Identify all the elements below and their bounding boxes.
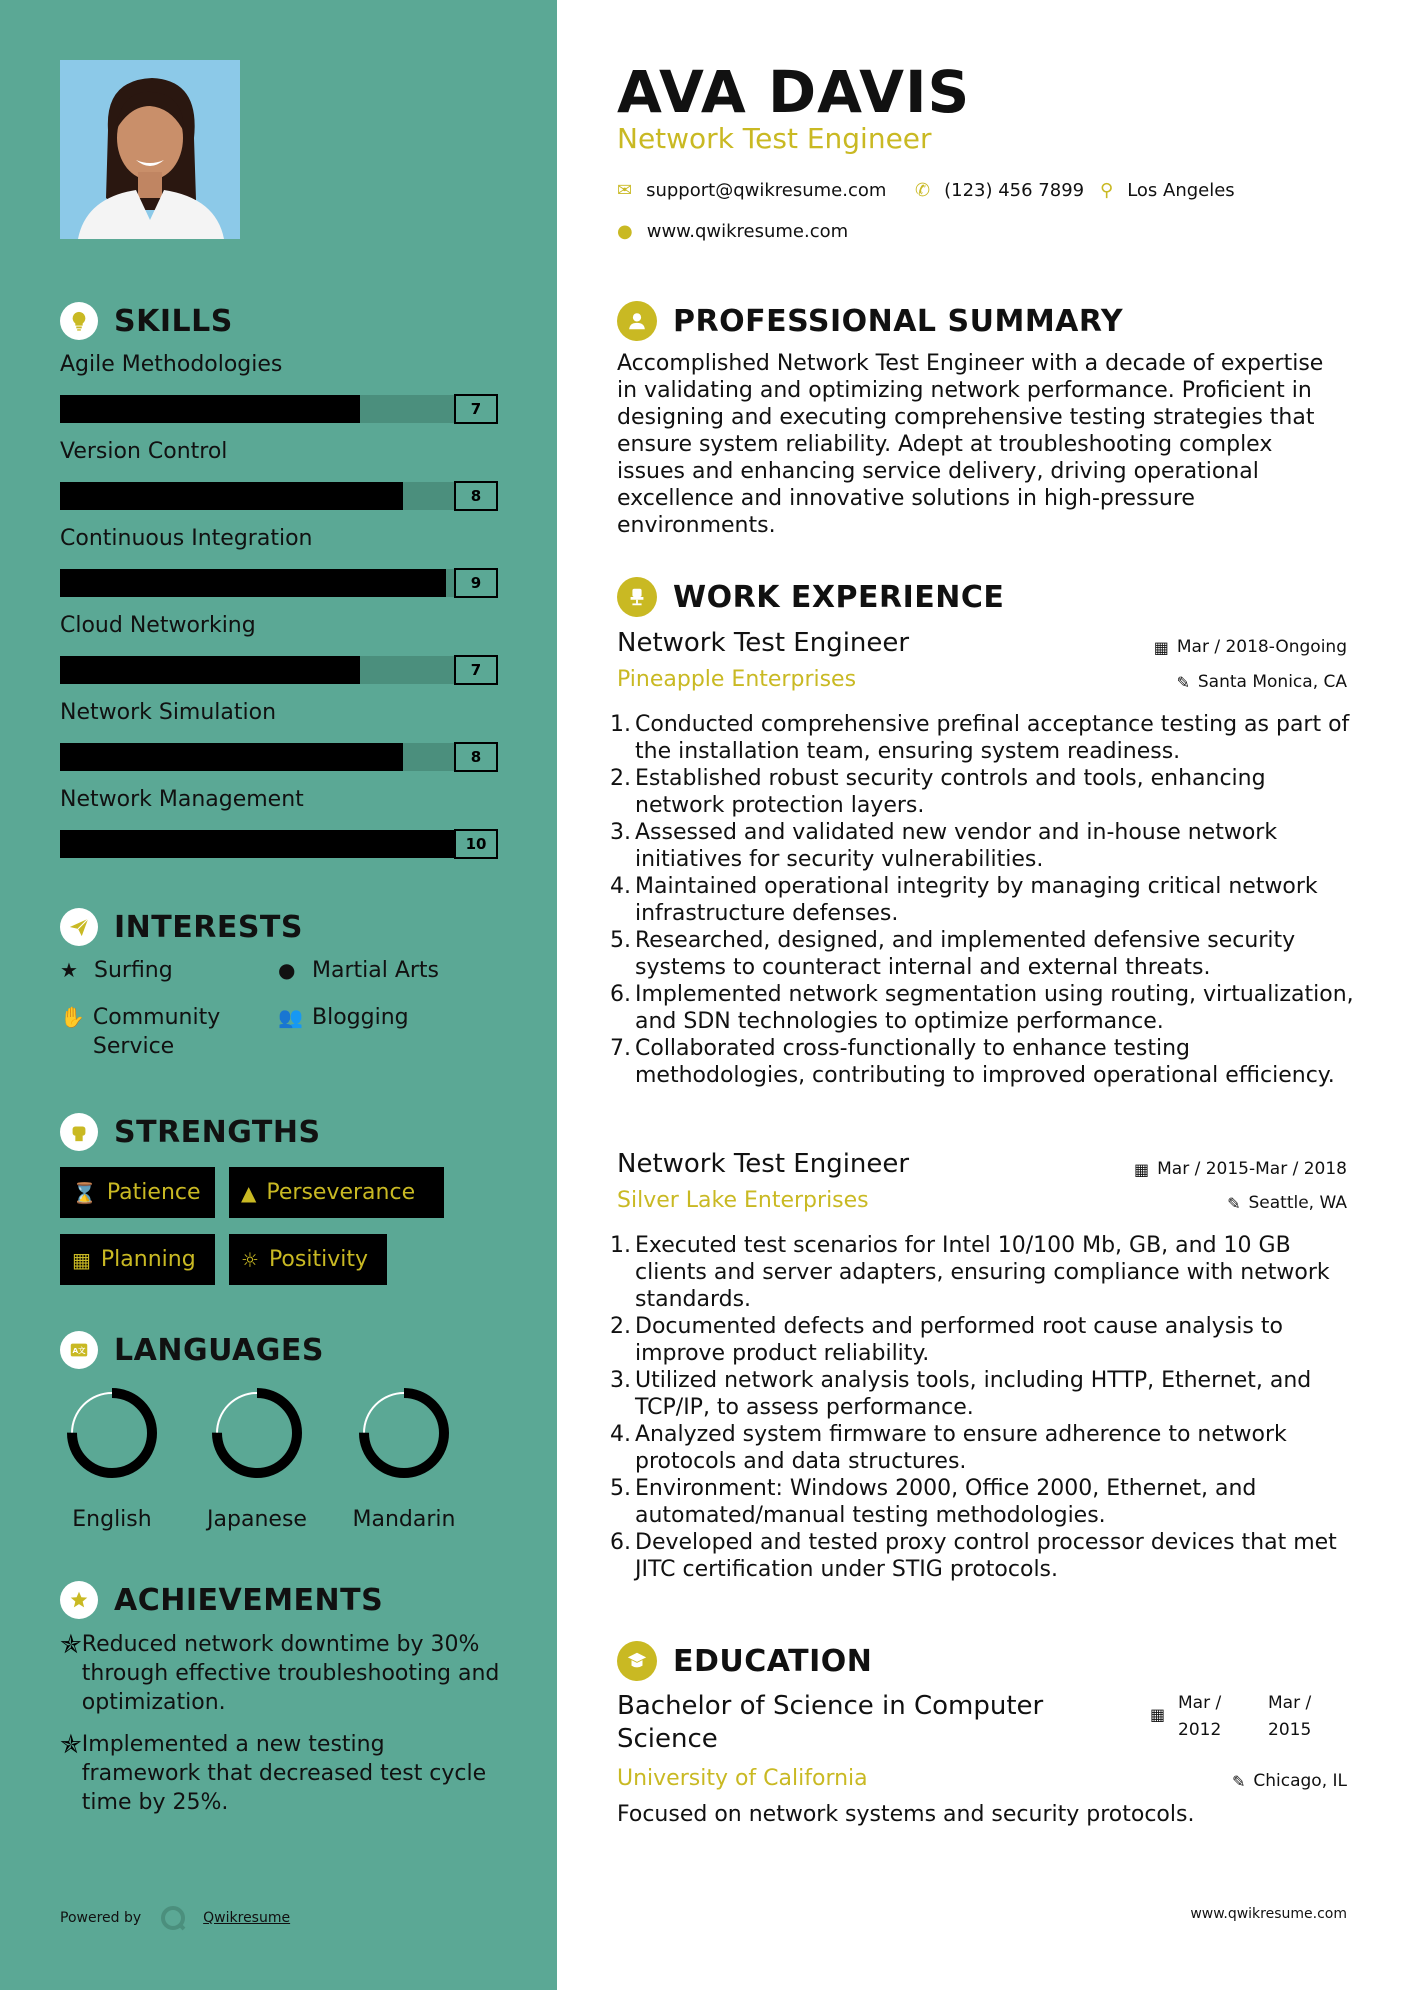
star-burst-icon: ✯: [60, 1730, 82, 1760]
duty-item: Executed test scenarios for Intel 10/100 Mb, GB, and 10 GB clients and server adapters, ensuring compliance with network standards.: [635, 1233, 1330, 1312]
duty-item: Established robust security controls and tools, enhancing network protection layers.: [635, 766, 1266, 818]
edu-start-line2: 2012: [1178, 1720, 1222, 1740]
sidebar: [0, 0, 557, 1990]
pushpin-icon: ✎: [1176, 672, 1190, 692]
strength-badge: [229, 1234, 387, 1285]
map-pin-icon: ⚲: [1100, 180, 1114, 201]
skill-bar: [60, 829, 498, 859]
user-icon: [617, 301, 657, 341]
summary-title: PROFESSIONAL SUMMARY: [673, 303, 1124, 339]
job-dates: [1134, 1159, 1347, 1179]
duty-item: Conducted comprehensive prefinal acceptance testing as part of the installation team, ensuring system readiness.: [635, 712, 1350, 764]
skill-bar: [60, 655, 498, 685]
achievement-text: Implemented a new testing framework that decreased test cycle time by 25%.: [81, 1732, 487, 1815]
duty-item: Maintained operational integrity by managing critical network infrastructure defenses.: [635, 874, 1318, 926]
qwikresume-logo-icon: [159, 1904, 187, 1932]
job-location-text: Santa Monica, CA: [1197, 672, 1347, 692]
language-name: English: [72, 1507, 152, 1532]
duty-item: Analyzed system firmware to ensure adherence to network protocols and data structures.: [635, 1422, 1287, 1474]
envelope-icon: ✉: [617, 180, 633, 201]
achievements-title: ACHIEVEMENTS: [114, 1582, 384, 1618]
skill-score: 9: [454, 568, 498, 598]
experience-heading: [617, 577, 1004, 617]
road-icon: ▲: [241, 1180, 257, 1205]
skill-name: Version Control: [60, 439, 228, 464]
phone-icon: ✆: [915, 180, 931, 201]
language-item: [339, 1387, 469, 1532]
skill-score: 8: [454, 481, 498, 511]
globe-icon: ●: [278, 958, 296, 982]
graduate-icon: [617, 1641, 657, 1681]
duty-item: Documented defects and performed root cause analysis to improve product reliability.: [635, 1314, 1283, 1366]
skill-item: [60, 439, 498, 511]
duty-item: Developed and tested proxy control processor devices that met JITC certification under STIG protocols.: [635, 1530, 1337, 1582]
location-text: Los Angeles: [1127, 180, 1235, 201]
skill-name: Network Management: [60, 787, 304, 812]
skill-item: [60, 787, 498, 859]
skill-name: Agile Methodologies: [60, 352, 283, 377]
lightbulb-icon: [60, 302, 98, 340]
duty-item: Collaborated cross-functionally to enhance testing methodologies, contributing to improved operational efficiency.: [635, 1036, 1335, 1088]
languages-heading: [60, 1331, 324, 1369]
calendar-icon: ▦: [1133, 1159, 1150, 1179]
award-star-icon: [60, 1581, 98, 1619]
language-ring: [358, 1387, 450, 1479]
fist-icon: [60, 1113, 98, 1151]
edu-end-date: [1268, 1690, 1311, 1744]
edu-description: Focused on network systems and security protocols.: [617, 1802, 1195, 1827]
job-duties-list: [610, 711, 1355, 1089]
strength-label: Perseverance: [266, 1180, 416, 1205]
interest-label: Community Service: [92, 1005, 221, 1059]
skill-fill: [60, 482, 403, 510]
candidate-title: Network Test Engineer: [617, 122, 932, 155]
candidate-name: AVA DAVIS: [617, 58, 971, 126]
skill-fill: [60, 569, 446, 597]
job-location: [1176, 672, 1347, 692]
achievements-heading: [60, 1581, 383, 1619]
skill-name: Continuous Integration: [60, 526, 313, 551]
skill-fill: [60, 743, 403, 771]
calendar-icon: ▦: [72, 1247, 91, 1272]
edu-end-line2: 2015: [1268, 1720, 1312, 1740]
pushpin-icon: ✎: [1231, 1771, 1246, 1791]
chair-icon: [617, 577, 657, 617]
degree-title: Bachelor of Science in Computer Science: [617, 1691, 1044, 1754]
skill-fill: [60, 830, 455, 858]
edu-location-text: Chicago, IL: [1253, 1771, 1347, 1791]
powered-by-link[interactable]: Qwikresume: [203, 1910, 291, 1926]
globe-icon: ●: [617, 221, 633, 242]
contact-website[interactable]: [617, 221, 848, 242]
strength-badge: [60, 1167, 215, 1218]
edu-end-line1: Mar /: [1268, 1693, 1312, 1713]
skill-fill: [60, 395, 360, 423]
interest-label: Martial Arts: [312, 958, 440, 983]
education-heading: [617, 1641, 872, 1681]
svg-text:A文: A文: [72, 1346, 86, 1356]
skill-item: [60, 613, 498, 685]
experience-title: WORK EXPERIENCE: [673, 579, 1005, 615]
skill-bar: [60, 742, 498, 772]
language-item: [47, 1387, 177, 1532]
interest-item: [278, 956, 439, 985]
website-text: www.qwikresume.com: [646, 221, 849, 242]
translate-icon: [60, 1331, 98, 1369]
language-item: [192, 1387, 322, 1532]
school-name: University of California: [617, 1766, 868, 1791]
job-location: [1227, 1193, 1347, 1213]
interest-item: [278, 1003, 409, 1032]
duty-item: Implemented network segmentation using routing, virtualization, and SDN technologies to optimize performance.: [635, 982, 1354, 1034]
skill-name: Cloud Networking: [60, 613, 256, 638]
sun-icon: ☼: [241, 1247, 259, 1272]
skill-item: [60, 526, 498, 598]
strength-label: Positivity: [268, 1247, 368, 1272]
powered-by-label: Powered by: [60, 1910, 142, 1926]
strengths-heading: [60, 1113, 321, 1151]
strength-badge: [229, 1167, 444, 1218]
skill-fill: [60, 656, 360, 684]
edu-start-line1: Mar /: [1178, 1693, 1222, 1713]
skill-bar: [60, 481, 498, 511]
interest-item: [60, 956, 173, 985]
skill-item: [60, 352, 498, 424]
edu-start-date: [1178, 1690, 1221, 1744]
strength-label: Planning: [100, 1247, 196, 1272]
calendar-icon: ▦: [1150, 1705, 1166, 1724]
education-title: EDUCATION: [673, 1643, 873, 1679]
skill-score: 8: [454, 742, 498, 772]
summary-text: Accomplished Network Test Engineer with a decade of expertise in validating and optimizing network performance. Proficient in designing and executing comprehensive testing strategies that ensure system reliability. Adept at troubleshooting complex issues and enhancing service delivery, driving operational excellence and innovative solutions in high-pressure environments.: [617, 351, 1324, 538]
strengths-title: STRENGTHS: [114, 1114, 321, 1150]
achievement-text: Reduced network downtime by 30% through effective troubleshooting and optimization.: [81, 1632, 500, 1715]
interest-label: Blogging: [312, 1005, 409, 1030]
edu-location: [1232, 1771, 1347, 1791]
job-duties-list: [610, 1232, 1355, 1583]
skills-heading: [60, 302, 233, 340]
language-ring: [211, 1387, 303, 1479]
achievement-item: [60, 1630, 500, 1717]
hourglass-icon: ⌛: [72, 1180, 97, 1205]
duty-item: Assessed and validated new vendor and in-house network initiatives for security vulnerabilities.: [635, 820, 1278, 872]
skill-score: 10: [454, 829, 498, 859]
contact-email[interactable]: [617, 180, 886, 201]
skill-score: 7: [454, 655, 498, 685]
skill-score: 7: [454, 394, 498, 424]
pushpin-icon: ✎: [1227, 1193, 1241, 1213]
calendar-icon: ▦: [1153, 637, 1169, 657]
language-ring: [66, 1387, 158, 1479]
interest-item: [60, 1003, 260, 1061]
job-dates: [1154, 637, 1347, 657]
company-name: Silver Lake Enterprises: [617, 1188, 869, 1213]
skill-name: Network Simulation: [60, 700, 277, 725]
skill-bar: [60, 394, 498, 424]
job-location-text: Seattle, WA: [1248, 1193, 1347, 1213]
interests-title: INTERESTS: [114, 909, 303, 945]
edu-calendar: [1150, 1705, 1173, 1724]
phone-text: (123) 456 7899: [944, 180, 1085, 201]
skills-title: SKILLS: [114, 303, 233, 339]
contact-phone[interactable]: [915, 180, 1084, 201]
hand-icon: ✋: [60, 1005, 85, 1029]
summary-heading: [617, 301, 1123, 341]
profile-photo: [60, 60, 240, 239]
languages-title: LANGUAGES: [114, 1332, 324, 1368]
language-name: Mandarin: [352, 1507, 456, 1532]
star-icon: ★: [60, 958, 78, 982]
users-icon: 👥: [278, 1005, 303, 1029]
contact-location: [1100, 180, 1235, 201]
email-text: support@qwikresume.com: [646, 180, 887, 201]
paper-plane-icon: [60, 908, 98, 946]
interest-label: Surfing: [94, 958, 173, 983]
powered-by: [60, 1904, 290, 1932]
duty-item: Utilized network analysis tools, including HTTP, Ethernet, and TCP/IP, to assess performance.: [635, 1368, 1312, 1420]
job-dates-text: Mar / 2015-Mar / 2018: [1157, 1159, 1347, 1179]
job-title: Network Test Engineer: [617, 1149, 910, 1179]
duty-item: Researched, designed, and implemented defensive security systems to counteract internal and external threats.: [635, 928, 1296, 980]
strength-badge: [60, 1234, 215, 1285]
interests-heading: [60, 908, 303, 946]
language-name: Japanese: [207, 1507, 307, 1532]
achievement-item: [60, 1730, 500, 1817]
strength-label: Patience: [106, 1180, 201, 1205]
skill-item: [60, 700, 498, 772]
company-name: Pineapple Enterprises: [617, 667, 857, 692]
duty-item: Environment: Windows 2000, Office 2000, Ethernet, and automated/manual testing methodologies.: [635, 1476, 1257, 1528]
skill-bar: [60, 568, 498, 598]
job-dates-text: Mar / 2018-Ongoing: [1176, 637, 1347, 657]
footer-url[interactable]: www.qwikresume.com: [1190, 1906, 1347, 1922]
job-title: Network Test Engineer: [617, 628, 910, 658]
star-burst-icon: ✯: [60, 1630, 82, 1660]
